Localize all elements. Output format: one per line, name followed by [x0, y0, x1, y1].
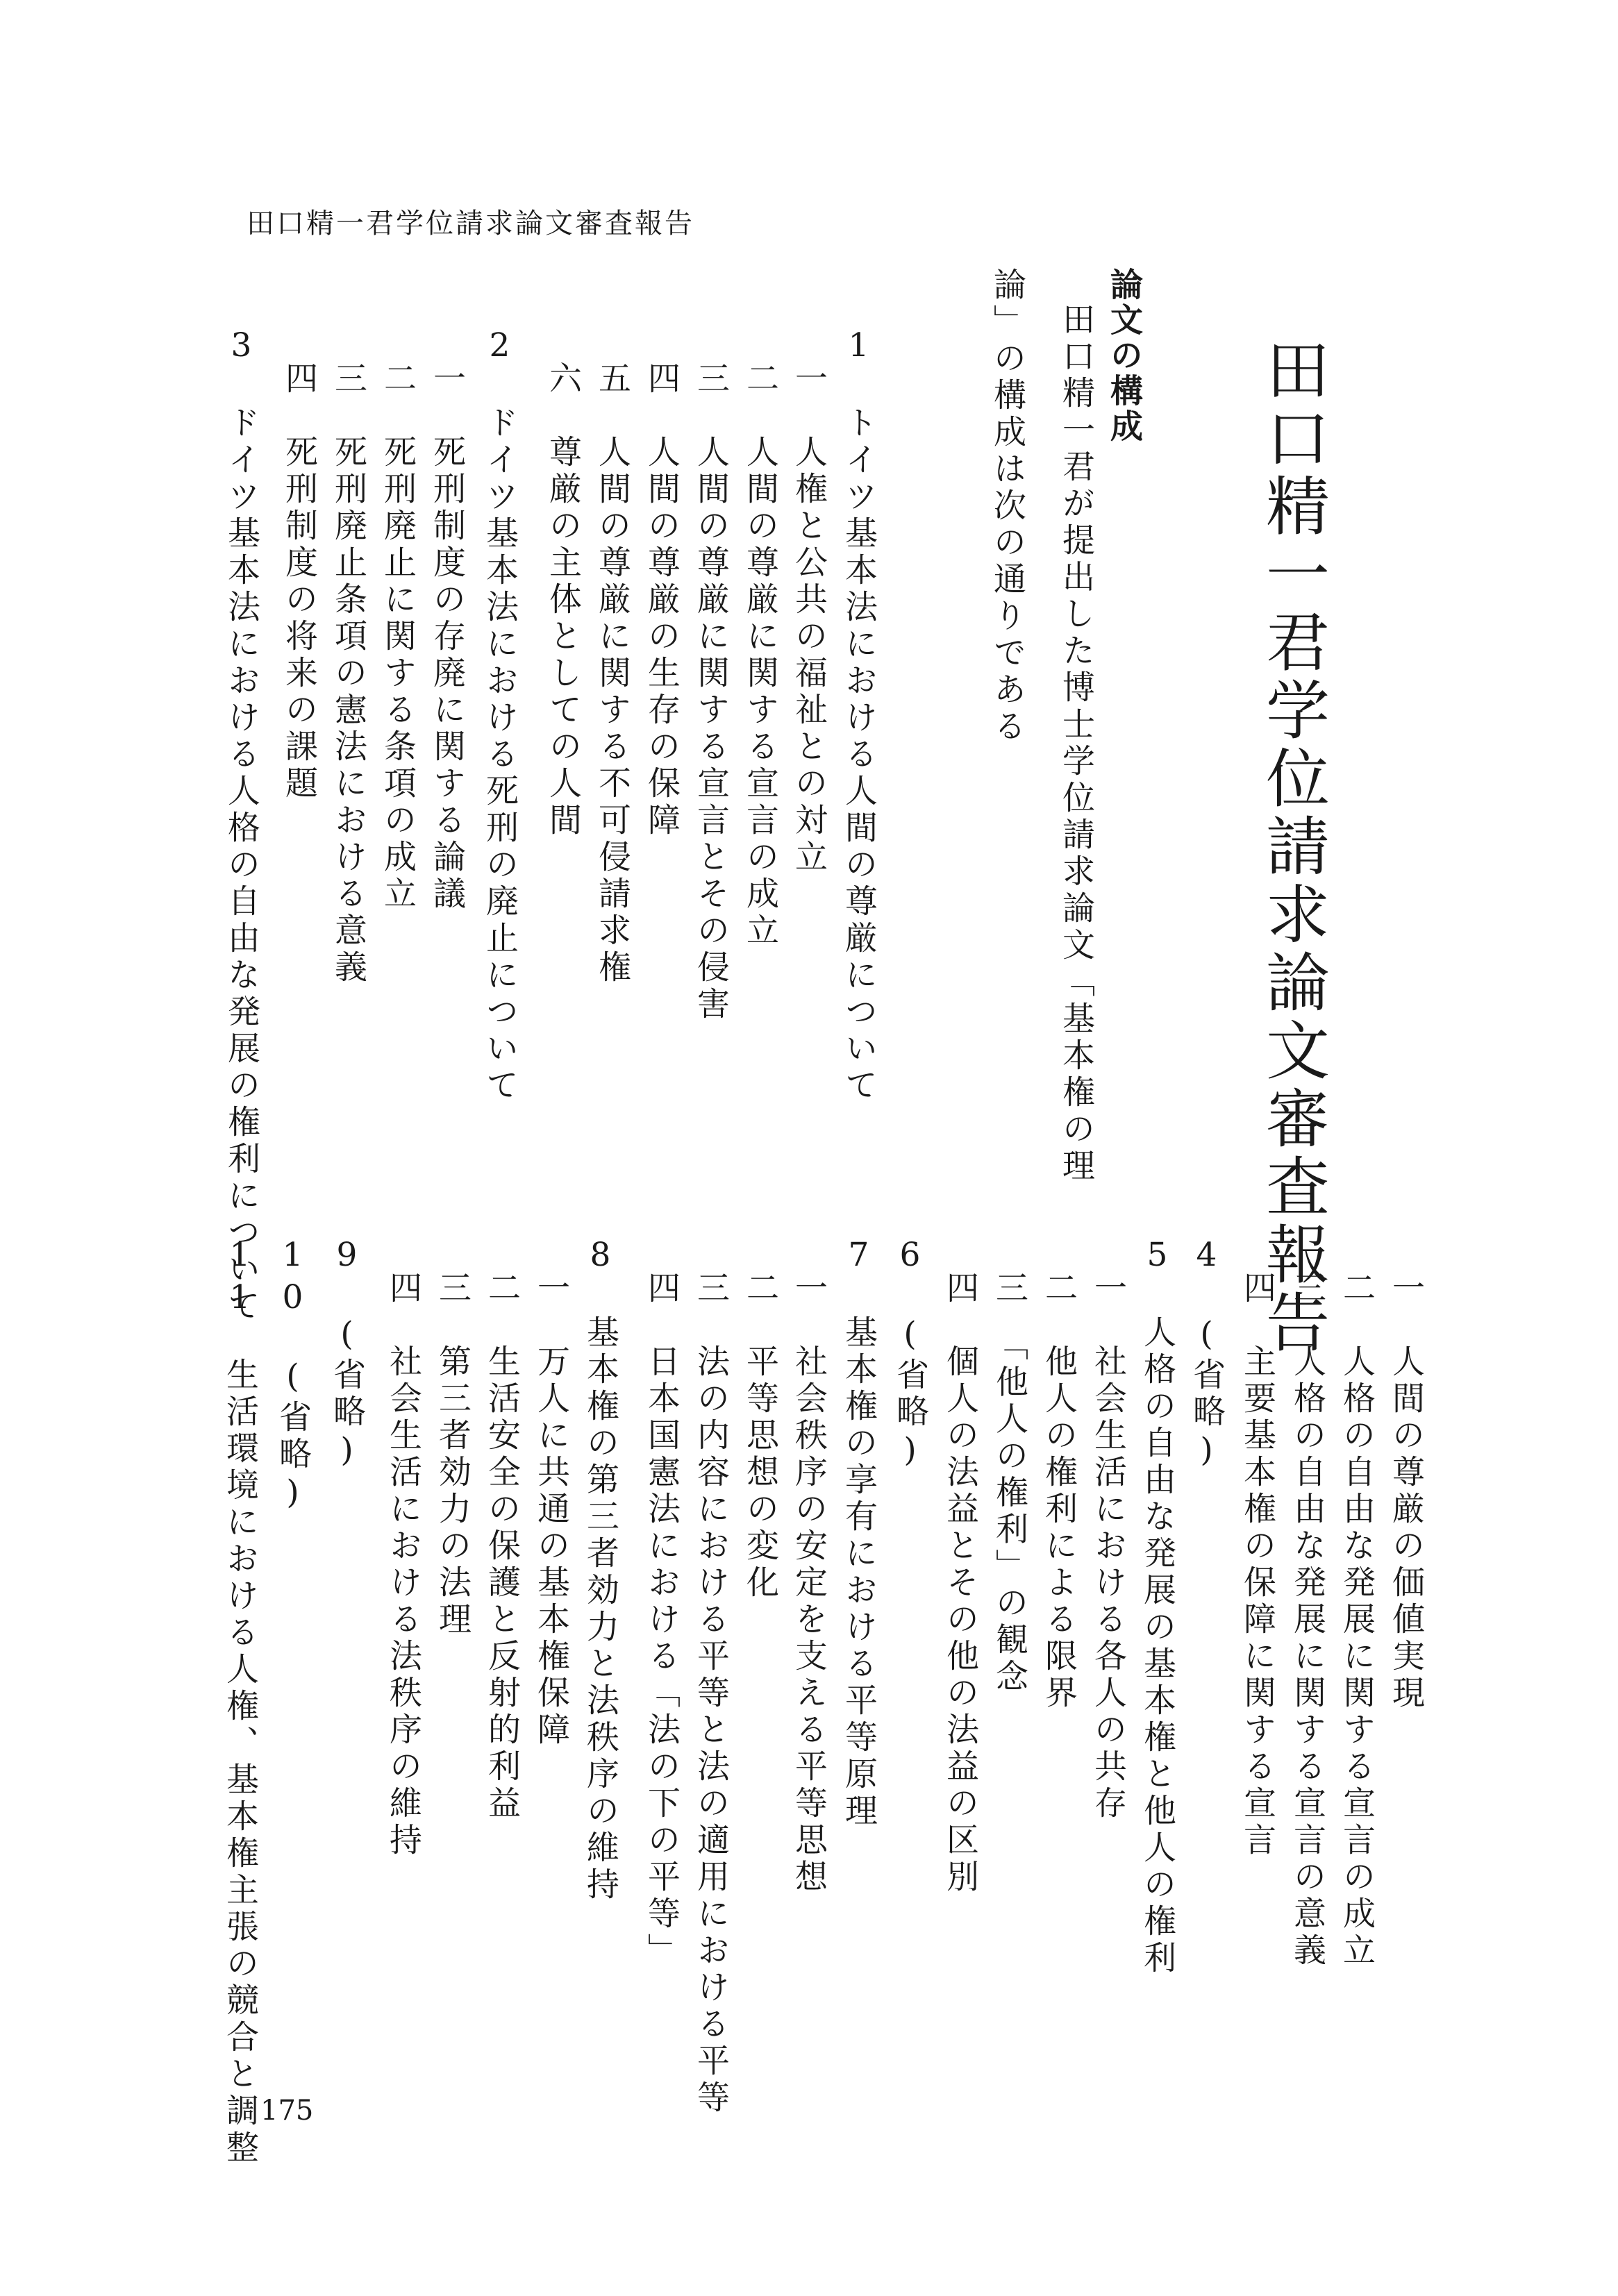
toc-item: 二 平等思想の変化: [741, 1271, 779, 1602]
toc-chapter-7: 7 基本権の享有における平等原理: [840, 1236, 878, 1830]
intro-line-2: 論」の構成は次の通りである: [988, 267, 1026, 746]
toc-chapter-6: 6 (省略): [891, 1236, 929, 1473]
page-number: 175: [260, 2095, 314, 2127]
toc-item: 三 第三者効力の法理: [433, 1271, 472, 1639]
toc-chapter-2: 2 ドイツ基本法における死刑の廃止について: [481, 326, 519, 1105]
toc-chapter-1: 1 トイツ基本法における人間の尊厳について: [840, 326, 878, 1105]
intro-line-1: 田口精一君が提出した博士学位請求論文「基本権の理: [1057, 302, 1095, 1185]
toc-item: 六 尊厳の主体としての人間: [544, 361, 582, 839]
toc-chapter-11: 11 生活環境における人権、基本権主張の競合と調整: [221, 1236, 259, 2167]
toc-item: 一 人権と公共の福祉との対立: [790, 361, 828, 876]
toc-item: 三 人格の自由な発展に関する宣言の意義: [1288, 1271, 1326, 1970]
toc-item: 一 社会生活における各人の共存: [1089, 1271, 1127, 1822]
toc-item: 四 主要基本権の保障に関する宣言: [1238, 1271, 1276, 1859]
section-heading: 論文の構成: [1105, 267, 1143, 444]
running-header: 田口精一君学位請求論文審査報告: [247, 208, 694, 240]
toc-chapter-10: 10 (省略): [274, 1236, 312, 1516]
toc-chapter-3: 3 ドイツ基本法における人格の自由な発展の権利について: [222, 326, 260, 1325]
toc-item: 四 人間の尊厳の生存の保障: [642, 361, 681, 839]
toc-item: 二 死刑廃止に関する条項の成立: [378, 361, 417, 913]
toc-chapter-4: 4 (省略): [1187, 1236, 1226, 1473]
toc-item: 四 社会生活における法秩序の維持: [384, 1271, 422, 1859]
toc-item: 四 個人の法益とその他の法益の区別: [941, 1271, 979, 1896]
toc-chapter-8: 8 基本権の第三者効力と法秩序の維持: [581, 1236, 619, 1904]
toc-item: 一 人間の尊厳の価値実現: [1387, 1271, 1425, 1712]
toc-item: 三 「他人の権利」の観念: [990, 1271, 1028, 1696]
toc-item: 五 人間の尊厳に関する不可侵請求権: [593, 361, 631, 987]
page-title: 田口精一君学位請求論文審査報告: [1256, 337, 1330, 1357]
toc-item: 三 法の内容における平等と法の適用における平等: [692, 1271, 730, 2117]
toc-item: 二 他人の権利による限界: [1040, 1271, 1078, 1712]
toc-item: 一 万人に共通の基本権保障: [532, 1271, 570, 1749]
toc-item: 二 人間の尊厳に関する宣言の成立: [741, 361, 779, 950]
toc-item: 二 人格の自由な発展に関する宣言の成立: [1337, 1271, 1376, 1970]
toc-item: 三 人間の尊厳に関する宣言とその侵害: [692, 361, 730, 1023]
toc-item: 三 死刑廃止条項の憲法における意義: [329, 361, 367, 987]
toc-chapter-5: 5 人格の自由な発展の基本権と他人の権利: [1138, 1236, 1176, 1977]
toc-item: 一 社会秩序の安定を支える平等思想: [790, 1271, 828, 1896]
toc-chapter-9: 9 (省略): [328, 1236, 366, 1473]
toc-item: 四 死刑制度の将来の課題: [280, 361, 318, 803]
toc-item: 四 日本国憲法における「法の下の平等」: [642, 1271, 681, 1970]
toc-item: 一 死刑制度の存廃に関する論議: [428, 361, 466, 913]
toc-item: 二 生活安全の保護と反射的利益: [483, 1271, 521, 1822]
